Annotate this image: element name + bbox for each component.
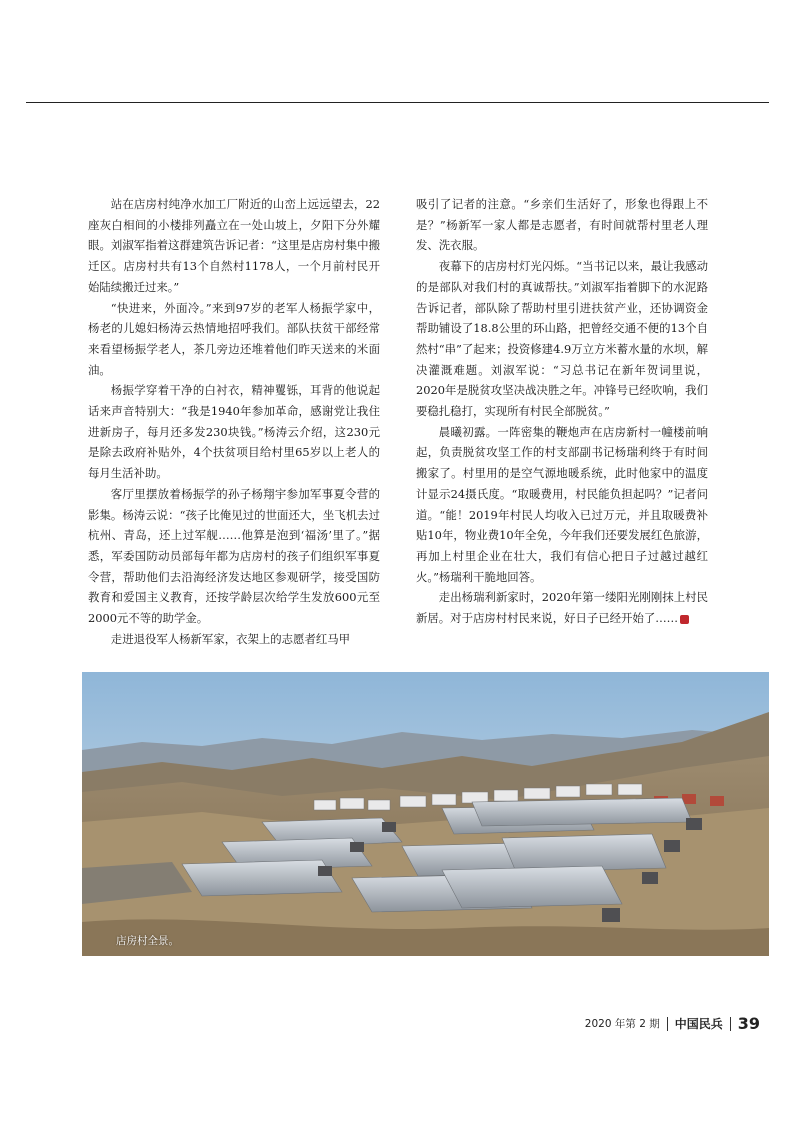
footer-divider [730, 1017, 731, 1031]
header-rule [26, 102, 769, 103]
paragraph-final [416, 587, 708, 628]
footer-divider [667, 1017, 668, 1031]
village-panorama-photo [82, 672, 769, 956]
paragraph-continued: 吸引了记者的注意。“乡亲们生活好了，形象也得跟上不是？”杨新军一家人都是志愿者，有时间就帮村里老人理发、洗衣服。 [416, 197, 708, 253]
page-number: 39 [737, 1014, 760, 1033]
paragraph: “快进来，外面冷。”来到97岁的老军人杨振学家中，杨老的儿媳妇杨涛云热情地招呼我们。部队扶贫干部经常来看望杨振学老人，茶几旁边还堆着他们昨天送来的米面油。 [88, 300, 380, 377]
final-paragraph-text: 走出杨瑞利新家时，2020年第一缕阳光刚刚抹上村民新居。对于店房村村民来说，好日子已经开始了…… [416, 590, 708, 626]
landscape-illustration [82, 672, 769, 956]
issue-label: 2020 年第 2 期 [584, 1018, 660, 1030]
paragraph: 走进退役军人杨新军家，衣架上的志愿者红马甲 [110, 631, 351, 646]
article-column-right [416, 194, 708, 629]
article-end-mark-icon: ◆ [680, 615, 689, 624]
magazine-name: 中国民兵 [674, 1017, 723, 1031]
paragraph: 杨振学穿着干净的白衬衣，精神矍铄，耳背的他说起话来声音特别大：“我是1940年参加革命，感谢党让我住进新房子，每月还多发230块钱。”杨涛云介绍，这230元是除去政府补贴外，4个扶贫项目给村里65岁以上老人的每月生活补助。 [88, 383, 380, 481]
paragraph: 客厅里摆放着杨振学的孙子杨翔宇参加军事夏令营的影集。杨涛云说：“孩子比俺见过的世面还大，坐飞机去过杭州、青岛，还上过军舰……他算是泡到‘福汤’里了。”据悉，军委国防动员部每年都为店房村的孩子们组织军事夏令营，帮助他们去沿海经济发达地区参观研学，接受国防教育和爱国主义教育，还按学龄层次给学生发放600元至2000元不等的助学金。 [88, 486, 380, 626]
paragraph: 晨曦初露。一阵密集的鞭炮声在店房新村一幢楼前响起，负责脱贫攻坚工作的村支部副书记杨瑞利终于有时间搬家了。村里用的是空气源地暖系统，此时他家中的温度计显示24摄氏度。“取暖费用，村民能负担起吗？”记者问道。“能！2019年村民人均收入已过万元，并且取暖费补贴10年，物业费10年全免，今年我们还要发展红色旅游，再加上村里企业在壮大，我们有信心把日子过越过越红火。”杨瑞利干脆地回答。 [416, 424, 708, 584]
paragraph: 站在店房村纯净水加工厂附近的山峦上远远望去，22座灰白相间的小楼排列矗立在一处山坡上，夕阳下分外耀眼。刘淑军指着这群建筑告诉记者：“这里是店房村集中搬迁区。店房村共有13个自然村1178人，一个月前村民开始陆续搬迁过来。” [88, 197, 380, 294]
page-footer [585, 1014, 760, 1033]
paragraph: 夜幕下的店房村灯光闪烁。“当书记以来，最让我感动的是部队对我们村的真诚帮扶。”刘淑军指着脚下的水泥路告诉记者，部队除了帮助村里引进扶贫产业，还协调资金帮助铺设了18.8公里的环山路，把曾经交通不便的13个自然村“串”了起来；投资修建4.9万立方米蓄水量的水坝，解决灌溉难题。刘淑军说：“习总书记在新年贺词里说，2020年是脱贫攻坚决战决胜之年。冲锋号已经吹响，我们要稳扎稳打，实现所有村民全部脱贫。” [416, 259, 708, 419]
photo-caption: 店房村全景。 [116, 935, 179, 947]
article-column-left [88, 194, 380, 649]
